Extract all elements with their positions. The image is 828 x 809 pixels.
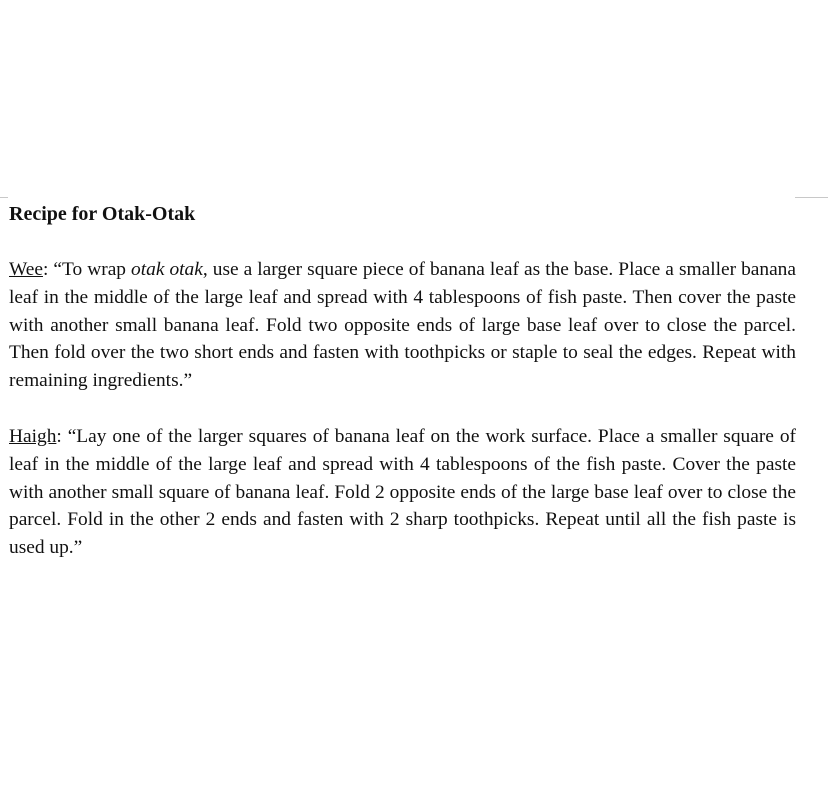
speaker-name-haigh: Haigh [9, 425, 57, 447]
quote-italic-term: otak otak [131, 259, 203, 280]
speaker-separator: : [42, 259, 54, 280]
quote-text-start: “To wrap [53, 259, 132, 280]
quote-text-rest: , use a larger square piece of banana leaf as the base. Place a smaller banana leaf in the middle of the large leaf and spread with 4 tablespoons of fish paste. Then cover the paste with another small banana leaf. Fold two opposite ends of large base leaf over to close the parcel. Then fold over the two short ends and fasten with toothpicks or staple to seal the edges. Repeat with remaining ingredients.” [9, 259, 796, 392]
quote-paragraph-haigh [9, 423, 796, 562]
speaker-separator: : [56, 425, 68, 447]
quote-paragraph-wee [9, 256, 796, 395]
recipe-document [9, 200, 796, 562]
quote-text: “Lay one of the larger squares of banana leaf on the work surface. Place a smaller square of leaf in the middle of the large leaf and spread with 4 tablespoons of the fish paste. Cover the paste with another small square of banana leaf. Fold 2 opposite ends of the large base leaf over to close the parcel. Fold in the other 2 ends and fasten with 2 sharp toothpicks. Repeat until all the fish paste is used up.” [9, 425, 796, 559]
page-edge-line-left [0, 197, 8, 198]
document-title: Recipe for Otak-Otak [9, 203, 196, 225]
page-edge-line-right [795, 197, 828, 198]
speaker-name-wee: Wee [9, 259, 43, 280]
